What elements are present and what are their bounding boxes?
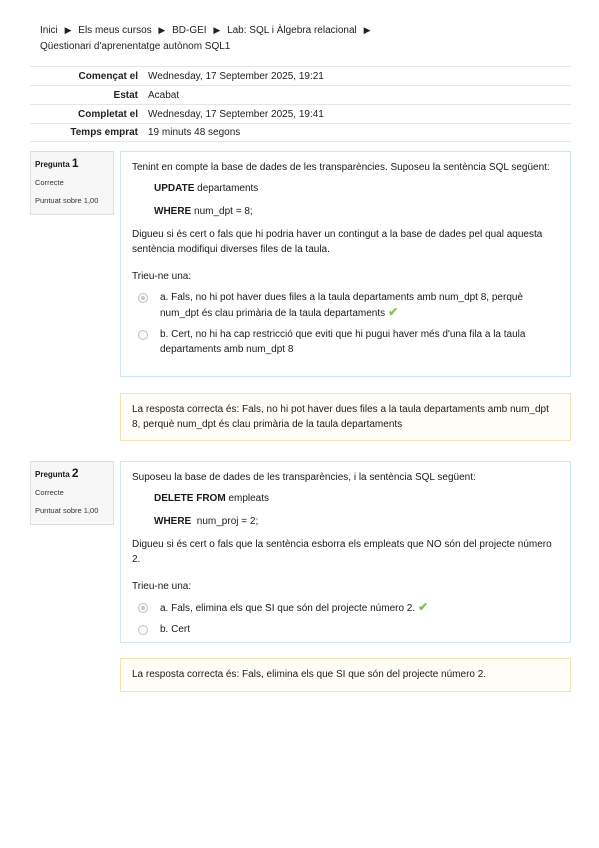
breadcrumb-course[interactable]: BD-GEI [172, 25, 207, 36]
answer-label: a. Fals, no hi pot haver dues files a la taula departaments amb num_dpt 8, perquè num_dpt és clau primària de la taula departaments [160, 292, 523, 319]
question-number [35, 466, 109, 482]
answer-label: b. Cert, no hi ha cap restricció que eviti que hi pugui haver més d'una fila a la taula departaments amb num_dpt 8 [160, 329, 526, 355]
radio-button[interactable] [138, 625, 148, 635]
summary-value: Acabat [148, 89, 180, 101]
summary-value: Wednesday, 17 September 2025, 19:41 [148, 108, 324, 120]
sql-text: num_proj = 2; [191, 516, 259, 527]
question-number-value: 1 [71, 156, 79, 170]
sql-line [132, 181, 560, 196]
answer-text [160, 600, 560, 616]
question-label: Pregunta [35, 160, 70, 169]
sql-keyword: WHERE [154, 206, 192, 217]
answer-prompt: Trieu-ne una: [132, 581, 192, 592]
question-content [120, 461, 571, 643]
sql-keyword: UPDATE [154, 183, 195, 194]
question-state: Correcte [35, 178, 64, 187]
answer-prompt: Trieu-ne una: [132, 271, 192, 282]
breadcrumb-my-courses[interactable]: Els meus cursos [78, 25, 152, 36]
summary-row-state [30, 85, 571, 104]
question-grade: Puntuat sobre 1,00 [35, 196, 99, 205]
summary-value: Wednesday, 17 September 2025, 19:21 [148, 70, 324, 82]
sql-line [132, 514, 560, 529]
answer-text [160, 290, 560, 321]
summary-label: Completat el [77, 108, 138, 120]
answer-option-b[interactable] [138, 327, 560, 357]
question-state: Correcte [35, 488, 64, 497]
summary-row-time-taken [30, 123, 571, 142]
correct-answer-feedback: La resposta correcta és: Fals, no hi pot haver dues files a la taula departaments amb num_dpt 8, perquè num_dpt és clau primària de la taula departaments [120, 393, 571, 441]
radio-button[interactable] [138, 293, 148, 303]
sql-keyword: DELETE FROM [154, 493, 226, 504]
question-intro: Tenint en compte la base de dades de les transparències. Suposeu la sentència SQL següent: [132, 162, 550, 173]
question-text: Digueu si és cert o fals que hi podria haver un contingut a la base de dades pel qual aquesta sentència modifiqui diverses files de la taula. [132, 229, 543, 255]
sql-line [132, 204, 560, 219]
answer-option-b[interactable] [138, 622, 560, 637]
right-triangle-icon: ▶ [64, 25, 72, 35]
check-icon: ✔ [388, 305, 399, 319]
sql-text: departaments [194, 183, 259, 194]
radio-button[interactable] [138, 603, 148, 613]
breadcrumb [40, 22, 560, 55]
question-grade: Puntuat sobre 1,00 [35, 506, 99, 515]
summary-row-started [30, 66, 571, 85]
right-triangle-icon: ▶ [158, 25, 166, 35]
sql-text: num_dpt = 8; [191, 206, 253, 217]
radio-button[interactable] [138, 330, 148, 340]
answer-label: b. Cert [160, 624, 191, 635]
summary-label: Temps emprat [70, 127, 138, 138]
right-triangle-icon: ▶ [363, 25, 371, 35]
summary-value: 19 minuts 48 segons [148, 127, 241, 138]
right-triangle-icon: ▶ [213, 25, 221, 35]
question-label: Pregunta [35, 470, 70, 479]
attempt-summary-table [30, 66, 571, 142]
question-intro: Suposeu la base de dades de les transparències, i la sentència SQL següent: [132, 472, 476, 483]
question-info [30, 461, 114, 525]
breadcrumb-current[interactable]: Qüestionari d'aprenentatge autònom SQL1 [40, 41, 231, 52]
sql-keyword: WHERE [154, 516, 192, 527]
sql-line [132, 491, 560, 506]
question-text: Digueu si és cert o fals que la sentència esborra els empleats que NO són del projecte número 2. [132, 539, 552, 565]
breadcrumb-section[interactable]: Lab: SQL i Àlgebra relacional [227, 25, 357, 36]
question-info [30, 151, 114, 215]
summary-label: Estat [113, 89, 138, 101]
answer-option-a[interactable] [138, 600, 560, 616]
answer-label: a. Fals, elimina els que SI que són del projecte número 2. [160, 603, 416, 614]
sql-text: empleats [225, 493, 270, 504]
question-number-value: 2 [71, 466, 79, 480]
question-content [120, 151, 571, 377]
check-icon: ✔ [418, 600, 429, 614]
question-number [35, 156, 109, 172]
summary-label: Començat el [78, 70, 138, 82]
summary-row-completed [30, 104, 571, 123]
correct-answer-feedback: La resposta correcta és: Fals, elimina els que SI que són del projecte número 2. [120, 658, 571, 692]
breadcrumb-home[interactable]: Inici [40, 25, 58, 36]
answer-option-a[interactable] [138, 290, 560, 321]
